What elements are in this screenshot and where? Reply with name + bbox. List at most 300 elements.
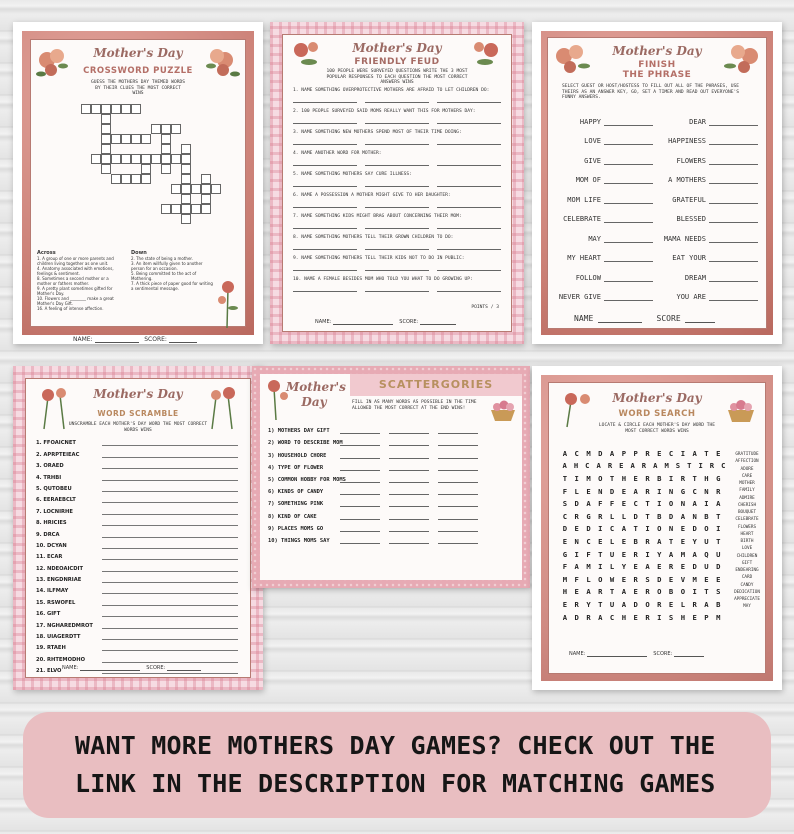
question: 6. NAME A POSSESSION A MOTHER MIGHT GIVE TO HER DAUGHTER: xyxy=(293,194,501,215)
grid-letter[interactable]: S xyxy=(645,574,650,584)
question: 8. NAME SOMETHING MOTHERS TELL THEIR GROWN CHILDREN TO DO: xyxy=(293,236,501,257)
scatter-row[interactable]: 7) SOMETHING PINK xyxy=(268,495,522,507)
grid-letter[interactable]: R xyxy=(598,511,603,521)
grid-letter[interactable]: O xyxy=(704,524,709,534)
grid-letter[interactable]: D xyxy=(716,562,721,572)
clues-across xyxy=(37,250,121,311)
grid-letter[interactable]: E xyxy=(633,612,638,622)
grid-letter[interactable]: G xyxy=(586,511,591,521)
grid-letter[interactable]: T xyxy=(609,587,615,597)
grid-letter[interactable]: E xyxy=(621,499,627,509)
grid-letter[interactable]: T xyxy=(687,461,692,471)
grid-letter[interactable]: F xyxy=(586,549,591,559)
scramble-row[interactable]: 1. FFOAICNET xyxy=(32,435,250,446)
grid-letter[interactable]: R xyxy=(598,587,603,597)
grid-letter[interactable]: D xyxy=(574,499,579,509)
grid-letter[interactable]: E xyxy=(680,524,686,534)
grid-letter[interactable]: R xyxy=(645,473,650,483)
grid-letter[interactable]: M xyxy=(562,574,568,584)
clues-heading: Down xyxy=(131,250,147,256)
grid-letter[interactable]: Y xyxy=(692,536,697,546)
grid-letter[interactable]: A xyxy=(704,599,709,609)
grid-letter[interactable]: M xyxy=(586,448,591,458)
scramble-row[interactable]: 16. GIFT xyxy=(32,606,250,617)
grid-letter[interactable]: P xyxy=(633,448,638,458)
phrase-right[interactable]: FLOWERS xyxy=(657,157,762,165)
grid-letter[interactable]: Y xyxy=(586,599,591,609)
phrase-right[interactable]: GRATEFUL xyxy=(657,196,762,204)
grid-letter[interactable]: E xyxy=(621,536,627,546)
grid-letter[interactable]: D xyxy=(598,448,603,458)
wordsearch-sheet xyxy=(532,366,782,690)
grid-letter[interactable]: D xyxy=(633,599,638,609)
clue: 2. The state of being a mother. xyxy=(131,256,193,262)
grid-letter[interactable]: T xyxy=(704,448,709,458)
grid-letter[interactable]: A xyxy=(562,612,568,622)
grid-letter[interactable]: R xyxy=(680,473,686,483)
grid-letter[interactable]: R xyxy=(574,511,579,521)
grid-letter[interactable]: R xyxy=(709,461,715,471)
scatter-row[interactable]: 10) THINGS MOMS SAY xyxy=(268,532,522,544)
grid-letter[interactable]: R xyxy=(645,612,650,622)
search-word: GIFT xyxy=(741,560,753,566)
grid-row xyxy=(559,472,729,485)
grid-letter[interactable]: L xyxy=(609,511,615,521)
grid-letter[interactable]: I xyxy=(657,612,662,622)
grid-letter[interactable]: A xyxy=(668,549,674,559)
grid-letter[interactable]: R xyxy=(645,587,650,597)
grid-letter[interactable]: E xyxy=(716,448,721,458)
grid-letter[interactable]: T xyxy=(716,536,721,546)
grid-letter[interactable]: R xyxy=(574,599,579,609)
scatter-row[interactable]: 4) TYPE OF FLOWER xyxy=(268,459,522,471)
phrase-left[interactable]: FOLLOW xyxy=(552,274,657,282)
scatter-row[interactable]: 2) WORD TO DESCRIBE MOM xyxy=(268,434,522,446)
scramble-row[interactable]: 20. RHTEMODHO xyxy=(32,651,250,662)
grid-letter[interactable]: O xyxy=(645,599,650,609)
grid-letter[interactable]: B xyxy=(657,511,662,521)
grid-letter[interactable]: N xyxy=(668,486,674,496)
grid-letter[interactable]: Y xyxy=(621,562,627,572)
phrase-right[interactable]: A MOTHERS xyxy=(657,176,762,184)
scramble-row[interactable]: 15. RSWOFEL xyxy=(32,594,250,605)
grid-letter[interactable]: S xyxy=(668,612,674,622)
phrase-right[interactable]: BLESSED xyxy=(657,215,762,223)
grid-letter[interactable]: C xyxy=(562,511,568,521)
grid-letter[interactable]: L xyxy=(621,511,627,521)
grid-letter[interactable]: F xyxy=(562,562,568,572)
grid-letter[interactable]: O xyxy=(680,587,686,597)
grid-letter[interactable]: D xyxy=(609,486,615,496)
grid-letter[interactable]: F xyxy=(562,486,568,496)
page-title: Mother's Day xyxy=(93,387,183,401)
grid-letter[interactable]: I xyxy=(657,486,662,496)
grid-letter[interactable]: E xyxy=(657,562,662,572)
grid-letter[interactable]: H xyxy=(704,473,709,483)
grid-letter[interactable]: A xyxy=(562,448,568,458)
grid-letter[interactable]: E xyxy=(704,574,709,584)
search-word: FLOWERS xyxy=(737,524,757,530)
grid-letter[interactable]: F xyxy=(598,499,603,509)
grid-letter[interactable]: C xyxy=(721,461,726,471)
grid-letter[interactable]: D xyxy=(562,524,568,534)
grid-letter[interactable]: P xyxy=(704,612,709,622)
grid-letter[interactable]: E xyxy=(574,524,579,534)
grid-letter[interactable]: D xyxy=(692,562,697,572)
name-field[interactable] xyxy=(587,656,647,657)
scramble-row[interactable]: 11. ECAR xyxy=(32,549,250,560)
scatter-row[interactable]: 9) PLACES MOMS GO xyxy=(268,520,522,532)
grid-letter[interactable]: H xyxy=(621,612,627,622)
phrase-left[interactable]: LOVE xyxy=(552,137,657,145)
grid-letter[interactable]: N xyxy=(704,486,709,496)
grid-letter[interactable]: R xyxy=(668,562,674,572)
grid-letter[interactable]: S xyxy=(716,587,721,597)
grid-letter[interactable]: A xyxy=(621,587,627,597)
grid-letter[interactable]: E xyxy=(633,587,638,597)
score-field[interactable] xyxy=(685,322,715,323)
grid-letter[interactable]: B xyxy=(668,587,674,597)
grid-letter[interactable]: G xyxy=(716,473,721,483)
grid-letter[interactable]: C xyxy=(585,461,590,471)
grid-letter[interactable]: F xyxy=(574,574,579,584)
grid-letter[interactable]: H xyxy=(573,461,579,471)
grid-letter[interactable]: A xyxy=(692,549,697,559)
grid-letter[interactable]: P xyxy=(621,448,627,458)
page-title: Mother's Day xyxy=(612,391,702,405)
phrase-left[interactable]: GIVE xyxy=(552,157,657,165)
grid-letter[interactable]: Q xyxy=(704,549,709,559)
grid-letter[interactable]: L xyxy=(609,536,615,546)
crossword-sheet xyxy=(13,22,263,344)
grid-letter[interactable]: E xyxy=(633,562,638,572)
grid-letter[interactable]: E xyxy=(621,486,627,496)
name-field[interactable] xyxy=(80,670,140,671)
grid-letter[interactable]: N xyxy=(598,486,603,496)
grid-letter[interactable]: I xyxy=(598,524,603,534)
grid-letter[interactable]: R xyxy=(645,486,650,496)
grid-letter[interactable]: C xyxy=(668,448,674,458)
score-field[interactable] xyxy=(167,670,201,671)
name-field[interactable] xyxy=(598,322,642,323)
grid-letter[interactable]: T xyxy=(645,499,650,509)
grid-letter[interactable]: N xyxy=(692,511,697,521)
scramble-row[interactable]: 10. DCYAN xyxy=(32,538,250,549)
phrase-left[interactable]: MAY xyxy=(552,235,657,243)
grid-letter[interactable]: S xyxy=(675,461,681,471)
grid-letter[interactable]: I xyxy=(645,524,650,534)
phrase-right[interactable]: DEAR xyxy=(657,118,762,126)
grid-letter[interactable]: W xyxy=(609,574,615,584)
grid-letter[interactable]: E xyxy=(562,536,568,546)
grid-letter[interactable]: R xyxy=(586,612,591,622)
scatter-row[interactable]: 6) KINDS OF CANDY xyxy=(268,483,522,495)
rose-stem-icon xyxy=(215,278,241,328)
grid-letter[interactable]: E xyxy=(668,599,674,609)
question: 2. 100 PEOPLE SURVEYED SAID MOMS REALLY WANT THIS FOR MOTHERS DAY: xyxy=(293,110,501,131)
grid-letter[interactable]: U xyxy=(716,549,721,559)
grid-letter[interactable]: E xyxy=(598,536,603,546)
grid-letter[interactable]: T xyxy=(704,587,709,597)
grid-letter[interactable]: R xyxy=(641,461,647,471)
grid-letter[interactable]: M xyxy=(680,549,686,559)
grid-letter[interactable]: S xyxy=(562,499,568,509)
search-word: MAY xyxy=(743,604,751,610)
grid-letter[interactable]: L xyxy=(680,599,686,609)
grid-letter[interactable]: I xyxy=(574,473,579,483)
grid-letter[interactable]: B xyxy=(633,536,638,546)
grid-letter[interactable]: T xyxy=(716,511,721,521)
grid-letter[interactable]: D xyxy=(657,574,662,584)
grid-letter[interactable]: O xyxy=(598,574,603,584)
grid-letter[interactable]: A xyxy=(716,499,721,509)
grid-letter[interactable]: A xyxy=(621,524,627,534)
search-word: CARD xyxy=(741,575,753,581)
grid-letter[interactable]: I xyxy=(680,448,686,458)
phrase-left[interactable]: MOM OF xyxy=(552,176,657,184)
grid-letter[interactable]: E xyxy=(680,562,686,572)
scramble-row[interactable]: 19. RTAEH xyxy=(32,640,250,651)
grid-letter[interactable]: I xyxy=(716,524,721,534)
grid-letter[interactable]: E xyxy=(621,574,627,584)
instructions: UNSCRAMBLE EACH MOTHER'S DAY WORD THE MOST CORRECT WORDS WINS xyxy=(68,422,208,433)
grid-letter[interactable]: I xyxy=(645,549,650,559)
grid-letter[interactable]: M xyxy=(692,574,697,584)
grid-letter[interactable]: H xyxy=(621,473,627,483)
scramble-row[interactable]: 5. QUTOBEU xyxy=(32,481,250,492)
grid-letter[interactable]: L xyxy=(609,562,615,572)
instructions: SELECT GUEST OR HOST/HOSTESS TO FILL OUT ALL OF THE PHRASES, USE THEIRS AS AN ANSWER KEY, GO, SET A TIMER AND READ OUT EVERYONE'S FUNNY ANSWERS. xyxy=(562,84,740,101)
name-label: NAME: xyxy=(62,665,79,671)
clue: 3. An item willfully given to another person for an occasion. xyxy=(131,261,203,272)
grid-letter[interactable]: I xyxy=(704,499,709,509)
grid-letter[interactable]: B xyxy=(657,473,662,483)
grid-letter[interactable]: T xyxy=(633,524,638,534)
grid-letter[interactable]: U xyxy=(704,536,709,546)
grid-letter[interactable]: I xyxy=(692,587,697,597)
grid-letter[interactable]: A xyxy=(630,461,635,471)
score-field[interactable] xyxy=(674,656,704,657)
phrase-list xyxy=(552,106,762,301)
search-word: FAMILY xyxy=(739,488,755,494)
score-label: SCORE: xyxy=(146,665,166,671)
score-field[interactable] xyxy=(169,342,197,343)
grid-letter[interactable]: E xyxy=(586,486,591,496)
page-title: Mother's Day xyxy=(352,41,442,55)
grid-letter[interactable]: G xyxy=(680,486,686,496)
grid-letter[interactable]: Y xyxy=(657,549,662,559)
scramble-row[interactable]: 18. UIAGERDTT xyxy=(32,629,250,640)
phrase-right[interactable]: DREAM xyxy=(657,274,762,282)
grid-letter[interactable]: R xyxy=(692,599,697,609)
grid-letter[interactable]: A xyxy=(609,448,615,458)
score-field[interactable] xyxy=(420,324,456,325)
grid-letter[interactable]: C xyxy=(574,448,579,458)
grid-letter[interactable]: A xyxy=(692,499,697,509)
grid-letter[interactable]: U xyxy=(609,599,615,609)
phrase-right[interactable]: EAT YOUR xyxy=(657,254,762,262)
grid-letter[interactable]: R xyxy=(607,461,613,471)
grid-letter[interactable]: R xyxy=(633,549,638,559)
name-field[interactable] xyxy=(333,324,393,325)
grid-letter[interactable]: A xyxy=(598,612,603,622)
grid-letter[interactable]: M xyxy=(664,461,669,471)
grid-letter[interactable]: A xyxy=(596,461,601,471)
grid-letter[interactable]: O xyxy=(598,473,603,483)
grid-letter[interactable]: R xyxy=(633,574,638,584)
grid-letter[interactable]: D xyxy=(586,524,591,534)
grid-letter[interactable]: T xyxy=(668,536,674,546)
grid-letter[interactable]: V xyxy=(680,574,686,584)
grid-letter[interactable]: E xyxy=(692,612,697,622)
grid-row xyxy=(559,548,729,561)
grid-letter[interactable]: M xyxy=(586,473,591,483)
grid-letter[interactable]: A xyxy=(653,461,658,471)
grid-letter[interactable]: C xyxy=(633,499,638,509)
grid-letter[interactable]: D xyxy=(668,511,674,521)
grid-letter[interactable]: D xyxy=(633,511,638,521)
grid-letter[interactable]: D xyxy=(692,524,697,534)
grid-letter[interactable]: E xyxy=(574,587,579,597)
grid-letter[interactable]: D xyxy=(574,612,579,622)
scatter-row[interactable]: 1) MOTHERS DAY GIFT xyxy=(268,422,522,434)
grid-letter[interactable]: F xyxy=(609,499,615,509)
grid-letter[interactable]: C xyxy=(609,612,615,622)
scramble-row[interactable]: 6. EERAEBCLT xyxy=(32,492,250,503)
grid-letter[interactable]: T xyxy=(562,473,568,483)
grid-letter[interactable]: A xyxy=(621,599,627,609)
name-field[interactable] xyxy=(95,342,139,343)
grid-letter[interactable]: E xyxy=(716,574,721,584)
grid-letter[interactable]: E xyxy=(668,574,674,584)
scramble-row[interactable]: 12. NDEOAICDIT xyxy=(32,560,250,571)
grid-letter[interactable]: U xyxy=(704,562,709,572)
grid-letter[interactable]: N xyxy=(668,524,674,534)
grid-letter[interactable]: T xyxy=(598,599,603,609)
grid-letter[interactable]: G xyxy=(562,549,568,559)
grid-letter[interactable]: E xyxy=(657,448,662,458)
grid-letter[interactable]: E xyxy=(562,599,568,609)
phrase-sheet xyxy=(532,22,782,344)
grid-letter[interactable]: R xyxy=(645,536,650,546)
grid-letter[interactable]: N xyxy=(574,536,579,546)
grid-letter[interactable]: A xyxy=(586,499,591,509)
grid-letter[interactable]: O xyxy=(668,499,674,509)
grid-letter[interactable]: R xyxy=(716,486,721,496)
grid-letter[interactable]: L xyxy=(586,574,591,584)
scramble-row[interactable]: 7. LOCNIRHE xyxy=(32,503,250,514)
grid-letter[interactable]: A xyxy=(574,562,579,572)
banner-line: WANT MORE MOTHERS DAY GAMES? CHECK OUT THE xyxy=(75,731,716,760)
grid-letter[interactable]: E xyxy=(680,536,686,546)
grid-letter[interactable]: A xyxy=(633,486,638,496)
grid-letter[interactable]: C xyxy=(692,486,697,496)
grid-letter[interactable]: I xyxy=(657,499,662,509)
grid-letter[interactable]: H xyxy=(680,612,686,622)
page-title: Mother's Day xyxy=(93,46,183,60)
grid-letter[interactable]: O xyxy=(657,587,662,597)
scramble-row[interactable]: 2. APRPTEIEAC xyxy=(32,446,250,457)
grid-letter[interactable]: B xyxy=(704,511,709,521)
phrase-left[interactable]: MOM LIFE xyxy=(552,196,657,204)
phrase-left[interactable]: CELEBRATE xyxy=(552,215,657,223)
name-label: NAME xyxy=(574,314,594,323)
search-word: BIRTH xyxy=(740,539,754,544)
scramble-row[interactable]: 13. ENGDNRIAE xyxy=(32,572,250,583)
grid-letter[interactable]: I xyxy=(668,473,674,483)
phrase-left[interactable]: NEVER GIVE xyxy=(552,293,657,301)
grid-letter[interactable]: C xyxy=(609,524,615,534)
scramble-row[interactable]: 14. ILFMAY xyxy=(32,583,250,594)
grid-letter[interactable]: N xyxy=(680,499,686,509)
grid-letter[interactable]: A xyxy=(562,461,567,471)
phrase-right[interactable]: HAPPINESS xyxy=(657,137,762,145)
scramble-row[interactable]: 21. ELVO xyxy=(32,663,250,674)
footer xyxy=(62,665,201,671)
search-word: ADORE xyxy=(740,466,754,472)
scramble-row[interactable]: 3. ORAED xyxy=(32,458,250,469)
page-title: Mother's Day xyxy=(286,380,346,409)
grid-letter[interactable]: M xyxy=(586,562,591,572)
grid-letter[interactable]: I xyxy=(598,562,603,572)
scatter-row[interactable]: 5) COMMON HOBBY FOR MOMS xyxy=(268,471,522,483)
phrase-right[interactable]: MAMA NEEDS xyxy=(657,235,762,243)
grid-letter[interactable]: E xyxy=(621,549,627,559)
search-word: DEDICATION xyxy=(734,589,760,595)
instructions: GUESS THE MOTHERS DAY THEMED WORDS BY THEIR CLUES THE MOST CORRECT WINS xyxy=(90,80,186,97)
grid-letter[interactable]: I xyxy=(698,461,703,471)
grid-letter[interactable]: O xyxy=(657,524,662,534)
grid-letter[interactable]: L xyxy=(574,486,579,496)
scatter-row[interactable]: 8) KIND OF CAKE xyxy=(268,507,522,519)
grid-letter[interactable]: T xyxy=(598,549,603,559)
grid-row xyxy=(559,497,729,510)
grid-letter[interactable]: T xyxy=(609,473,615,483)
scramble-row[interactable]: 17. NGHAREDMROT xyxy=(32,617,250,628)
scramble-row[interactable]: 8. HRICIES xyxy=(32,515,250,526)
word-grid[interactable] xyxy=(559,447,729,623)
game-subtitle: WORD SEARCH xyxy=(618,409,696,419)
grid-letter[interactable]: H xyxy=(562,587,568,597)
search-word: CANDY xyxy=(740,582,754,588)
grid-letter[interactable]: M xyxy=(716,612,721,622)
scramble-row[interactable]: 9. DRCA xyxy=(32,526,250,537)
grid-letter[interactable]: R xyxy=(657,599,662,609)
grid-letter[interactable]: B xyxy=(716,599,721,609)
promo-banner xyxy=(23,712,771,818)
grid-letter[interactable]: E xyxy=(619,461,624,471)
grid-letter[interactable]: I xyxy=(574,549,579,559)
grid-row xyxy=(559,598,729,611)
question: 10. NAME A FEMALE BESIDES MOM WHO TOLD YOU WHAT TO DO GROWING UP: xyxy=(293,278,501,299)
phrase-right[interactable]: YOU ARE xyxy=(657,293,762,301)
grid-letter[interactable]: A xyxy=(586,587,591,597)
phrase-left[interactable]: HAPPY xyxy=(552,118,657,126)
grid-letter[interactable]: U xyxy=(609,549,615,559)
grid-letter[interactable]: A xyxy=(645,562,650,572)
grid-letter[interactable]: T xyxy=(645,511,650,521)
scramble-row[interactable]: 4. TRHBI xyxy=(32,469,250,480)
grid-letter[interactable]: E xyxy=(633,473,638,483)
grid-letter[interactable]: A xyxy=(692,448,697,458)
grid-letter[interactable]: T xyxy=(692,473,697,483)
phrase-left[interactable]: MY HEART xyxy=(552,254,657,262)
grid-letter[interactable]: R xyxy=(645,448,650,458)
grid-letter[interactable]: A xyxy=(657,536,662,546)
scatter-row[interactable]: 3) HOUSEHOLD CHORE xyxy=(268,446,522,458)
grid-letter[interactable]: A xyxy=(680,511,686,521)
grid-letter[interactable]: C xyxy=(586,536,591,546)
